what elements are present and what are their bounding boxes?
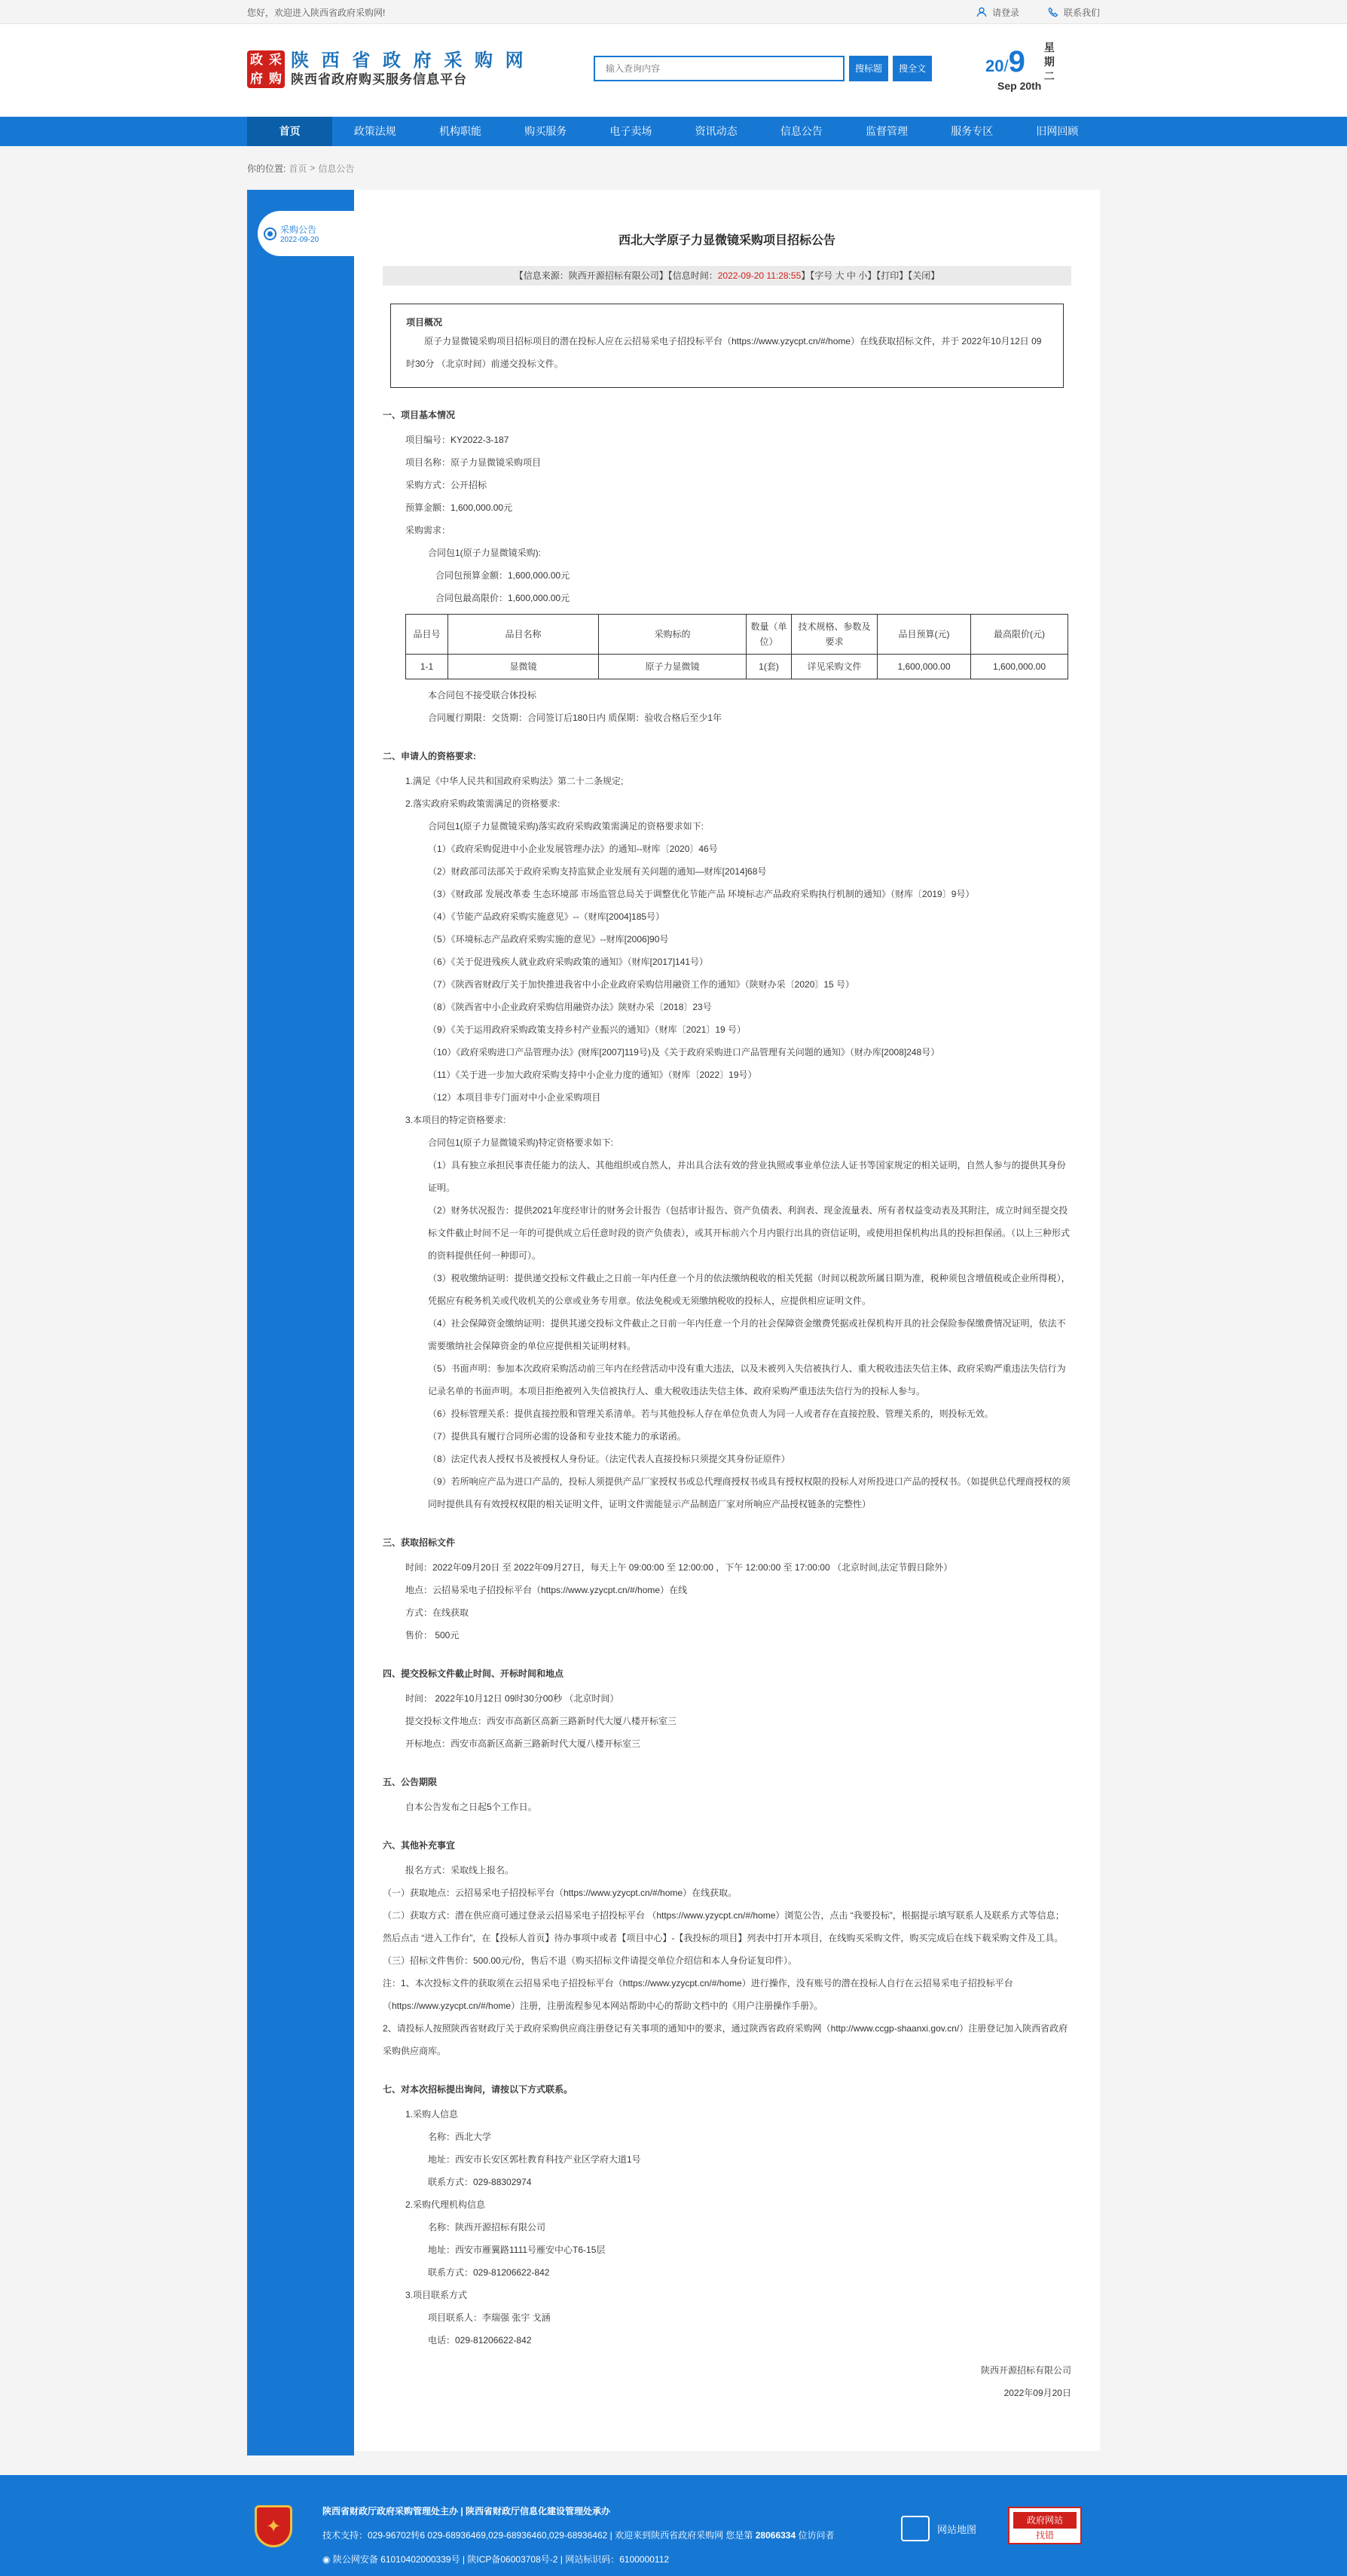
map-icon (901, 2516, 930, 2541)
site-header (0, 24, 1347, 117)
section-other: 六、其他补充事宜 报名方式：采取线上报名。 （一）获取地点：云招易采电子招投标平台（https://www.yzycpt.cn/#/home）在线获取。 （二）获取方式：潜在供应商可通过登录云招易采电子招投标平台 （https://www.yzycpt.cn/#/home）浏览公告，点击 “我要投标”，根据提示填写联系人及联系方式等信息；然后点击 “进入工作台”，在【投标人首页】待办事项中或者【项目中心】-【我投标的项目】列表中打开本项目，在线购买采购文件，购买完成后在线下载采购文件及工具。 （三）招标文件售价：500.00元/份，售后不退（购买招标文件请提交单位介绍信和本人身份证复印件）。 注：1、本次投标文件的获取须在云招易采电子招投标平台（https://www.yzycpt.cn/#/home）进行操作，没有账号的潜在投标人自行在云招易采电子招投标平台（https://www.yzycpt.cn/#/home）注册，注册流程参见本网站帮助中心的帮助文档中的《用户注册操作手册》。 2、请投标人按照陕西省财政厅关于政府采购供应商注册登记有关事项的通知中的要求，通过陕西省政府采购网（http://www.ccgp-shaanxi.gov.cn/）注册登记加入陕西省政府采购供应商库。 (383, 1840, 1068, 2056)
search-bar (594, 56, 932, 81)
nav-notices[interactable]: 信息公告 (780, 125, 823, 137)
gov-site-error-badge[interactable]: 政府网站 找错 (1008, 2507, 1082, 2544)
section-notice-period: 五、公告期限 自本公告发布之日起5个工作日。 (383, 1777, 537, 1812)
sidebar-item-notice[interactable]: 采购公告 2022-09-20 (258, 211, 354, 256)
search-title-button[interactable]: 搜标题 (849, 56, 888, 81)
nav-e-mall[interactable]: 电子卖场 (609, 125, 652, 137)
welcome-text: 您好，欢迎进入陕西省政府采购网! (247, 7, 386, 18)
police-badge-icon: ◉ (322, 2554, 333, 2565)
site-subtitle: 陕西省政府购买服务信息平台 (291, 72, 467, 87)
signer: 陕西开源招标有限公司 (980, 2365, 1071, 2376)
nav-news[interactable]: 资讯动态 (695, 125, 738, 137)
weekday: 星 期 二 (1043, 41, 1055, 82)
article-title: 西北大学原子力显微镜采购项目招标公告 (618, 234, 835, 247)
section-get-documents: 三、获取招标文件 时间：2022年09月20日 至 2022年09月27日，每天上午 09:00:00 至 12:00:00 ，下午 12:00:00 至 17:00:00 （北京时间,法定节假日除外） 地点：云招易采电子招投标平台（https://www.yzycpt.cn/#/home）在线 方式：在线获取 售价： 500元 (383, 1537, 953, 1641)
main-nav (0, 117, 1347, 146)
article-meta: 【信息来源：陕西开源招标有限公司】【信息时间：2022-09-20 11:28:55】【字号 大 中 小】【打印】【关闭】 (383, 266, 1071, 285)
phone-icon (1048, 7, 1058, 17)
search-input[interactable] (594, 56, 845, 81)
visitor-count: 28066334 (755, 2530, 796, 2541)
emblem-icon: ✦ (255, 2505, 292, 2547)
section-basic-info: 一、项目基本情况 项目编号：KY2022-3-187 项目名称：原子力显微镜采购项目 采购方式：公开招标 预算金额：1,600,000.00元 采购需求： 合同包1(原子力显微镜采购): 合同包预算金额：1,600,000.00元 合同包最高限价：1,600,000.00元 品目号 品目名称 采购标的 数量（单位） 技术规格、参数及要求 品目预算(元) 最高限价(元) 1-1 显微镜 原子力显微镜 1(套) 详见采购文件 1,600,000.00 1,600,000.00 本合同包不接受联合体投标 合同履行期限：交货期：合同签订后180日内 质保期：验收合格后至少1年 (383, 407, 1071, 729)
date-text: Sep 20th (997, 80, 1042, 92)
nav-service-zone[interactable]: 服务专区 (951, 125, 994, 137)
table-header-row: 品目号 品目名称 采购标的 数量（单位） 技术规格、参数及要求 品目预算(元) 最高限价(元) (406, 615, 1068, 655)
nav-home[interactable]: 首页 (247, 117, 332, 146)
sidebar (247, 190, 354, 2455)
footer-icp[interactable]: ◉ 陕公网安备 61010402000339号 | 陕ICP备06003708号-2 | 网站标识码：6100000112 (322, 2554, 670, 2565)
footer-sponsor: 陕西省财政厅政府采购管理处主办 | 陕西省财政厅信息化建设管理处承办 (322, 2506, 611, 2516)
section-contact: 七、对本次招标提出询问，请按以下方式联系。 1.采购人信息 名称：西北大学 地址：西安市长安区郭杜教育科技产业区学府大道1号 联系方式：029-88302974 2.采购代理机构信息 名称：陕西开源招标有限公司 地址：西安市雁翼路1111号雁安中心T6-15层 联系方式：029-81206622-842 3.项目联系方式 项目联系人：李瑞强 张宇 戈涵 电话：029-81206622-842 (383, 2084, 641, 2346)
user-icon (976, 7, 987, 17)
footer-support: 技术支持：029-96702转6 029-68936469,029-68936460,029-68936462 | 欢迎来到陕西省政府采购网 您是第 28066334 位访问者 (322, 2530, 835, 2541)
table-row: 1-1 显微镜 原子力显微镜 1(套) 详见采购文件 1,600,000.00 1,600,000.00 (406, 655, 1068, 679)
article (354, 190, 1100, 2451)
nav-old-site[interactable]: 旧网回顾 (1036, 125, 1079, 137)
section-qualifications: 二、申请人的资格要求: 1.满足《中华人民共和国政府采购法》第二十二条规定; 2.落实政府采购政策需满足的资格要求: 合同包1(原子力显微镜采购)落实政府采购政策需满足的资格要求如下: （1）《政府采购促进中小企业发展管理办法》的通知--财库〔2020〕46号 （2）财政部司法部关于政府采购支持监狱企业发展有关问题的通知—财库[2014]68号 （3）《财政部 发展改革委 生态环境部 市场监管总局关于调整优化节能产品 环境标志产品政府采购执行机制的通知》（财库〔2019〕9号） （4）《节能产品政府采购实施意见》--（财库[2004]185号） （5）《环境标志产品政府采购实施的意见》--财库[2006]90号 （6）《关于促进残疾人就业政府采购政策的通知》（财库[2017]141号） （7）《陕西省财政厅关于加快推进我省中小企业政府采购信用融资工作的通知》（陕财办采〔2020〕15 号） （8）《陕西省中小企业政府采购信用融资办法》陕财办采〔2018〕23号 （9）《关于运用政府采购政策支持乡村产业振兴的通知》（财库〔2021〕19 号） （10）《政府采购进口产品管理办法》(财库[2007]119号)及《关于政府采购进口产品管理有关问题的通知》（财办库[2008]248号） （11）《关于进一步加大政府采购支持中小企业力度的通知》（财库〔2022〕19号） （12）本项目非专门面对中小企业采购项目 3.本项目的特定资格要求: 合同包1(原子力显微镜采购)特定资格要求如下: （1）具有独立承担民事责任能力的法人、其他组织或自然人，并出具合法有效的营业执照或事业单位法人证书等国家规定的相关证明，自然人参与的提供其身份证明。 （2）财务状况报告：提供2021年度经审计的财务会计报告（包括审计报告、资产负债表、利润表、现金流量表、所有者权益变动表及其附注，成立时间至提交投标文件截止时间不足一年的可提供成立后任意时段的资产负债表），或其开标前六个月内银行出具的资信证明，或使用担保机构出具的投标担保函。（以上三种形式的资料提供任何一种即可）。 （3）税收缴纳证明：提供递交投标文件截止之日前一年内任意一个月的依法缴纳税收的相关凭据（时间以税款所属日期为准，税种须包含增值税或企业所得税），凭据应有税务机关或代收机关的公章或业务专用章。依法免税或无须缴纳税收的投标人，应提供相应证明文件。 （4）社会保障资金缴纳证明：提供其递交投标文件截止之日前一年内任意一个月的社会保障资金缴费凭据或社保机构开具的社会保险参保缴费情况证明，依法不需要缴纳社会保障资金的单位应提供相关证明材料。 （5）书面声明：参加本次政府采购活动前三年内在经营活动中没有重大违法，以及未被列入失信被执行人、重大税收违法失信主体、政府采购严重违法失信行为记录名单的书面声明。本项目拒绝被列入失信被执行人、重大税收违法失信主体、政府采购严重违法失信行为的投标人参与。 （6）投标管理关系：提供直接控股和管理关系清单。若与其他投标人存在单位负责人为同一人或者存在直接控股、管理关系的，则投标无效。 （7）提供具有履行合同所必需的设备和专业技术能力的承诺函。 （8）法定代表人授权书及被授权人身份证。（法定代表人直接投标只须提交其身份证原件） （9）若所响应产品为进口产品的，投标人须提供产品厂家授权书或总代理商授权书或具有授权权限的投标人对所投进口产品的授权书。（如提供总代理商授权的须同时提供具有有效授权权限的相关证明文件，证明文件需能显示产品制造厂家对所响应产品授权链条的完整性） (383, 751, 1071, 1509)
bullet-icon (265, 229, 275, 239)
contact-link[interactable]: 联系我们 (1048, 6, 1100, 19)
nav-policy[interactable]: 政策法规 (353, 125, 396, 137)
top-bar (0, 0, 1347, 24)
project-overview: 项目概况 原子力显微镜采购项目招标项目的潜在投标人应在云招易采电子招投标平台（https://www.yzycpt.cn/#/home）在线获取招标文件，并于 2022年10月12日 09时30分 （北京时间）前递交投标文件。 (390, 304, 1064, 388)
site-logo[interactable] (247, 50, 527, 88)
sign-date: 2022年09月20日 (1003, 2388, 1071, 2398)
login-link[interactable]: 请登录 (976, 6, 1019, 19)
items-table (405, 614, 1068, 679)
breadcrumb: 你的位置: 首页 > 信息公告 (247, 163, 355, 174)
site-title: 陕 西 省 政 府 采 购 网 (291, 50, 527, 71)
search-fulltext-button[interactable]: 搜全文 (893, 56, 932, 81)
nav-supervision[interactable]: 监督管理 (866, 125, 909, 137)
sitemap-link[interactable]: 网站地图 (901, 2516, 976, 2541)
logo-mark: 政 采 府 购 (247, 50, 285, 88)
nav-purchase-service[interactable]: 购买服务 (524, 125, 567, 137)
nav-org[interactable]: 机构职能 (439, 125, 481, 137)
date-display: 20/9 Sep 20th 星 期 二 (985, 41, 1055, 92)
breadcrumb-current[interactable]: 信息公告 (318, 163, 355, 174)
breadcrumb-home[interactable]: 首页 (289, 163, 307, 174)
section-deadline: 四、提交投标文件截止时间、开标时间和地点 时间： 2022年10月12日 09时30分00秒 （北京时间） 提交投标文件地点：西安市高新区高新三路新时代大厦八楼开标室三 开标地点：西安市高新区高新三路新时代大厦八楼开标室三 (383, 1668, 677, 1749)
site-footer (0, 2475, 1347, 2576)
